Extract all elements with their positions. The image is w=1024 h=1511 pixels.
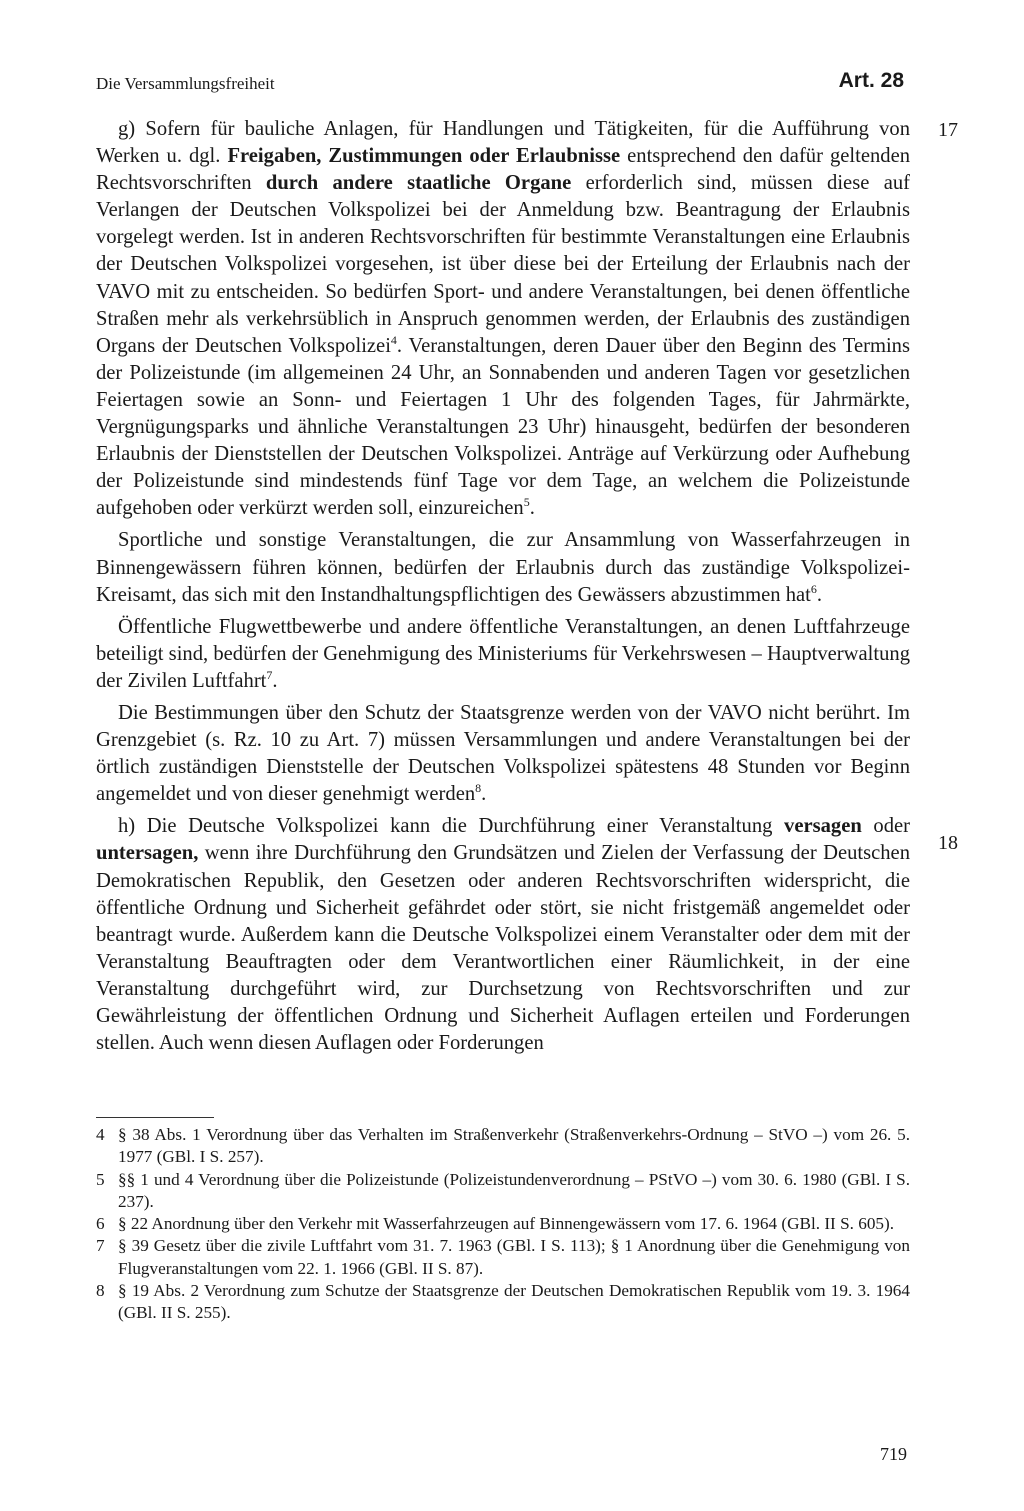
footnote-text: § 22 Anordnung über den Verkehr mit Wasserfahrzeugen auf Binnengewässern vom 17. 6. 1964 (GBl. II S. 605).	[118, 1214, 895, 1234]
footnote-text: §§ 1 und 4 Verordnung über die Polizeistunde (Polizeistundenverordnung – PStVO –) vom 30. 6. 1980 (GBl. I S. 237).	[118, 1169, 910, 1211]
text-run: oder	[861, 815, 910, 838]
page-number: 719	[880, 1444, 907, 1464]
text-run: h) Die Deutsche Volkspolizei kann die Durchführung einer Veranstaltung	[118, 815, 785, 838]
footnote-4	[96, 1124, 910, 1169]
text-run: entsprechend den dafür geltenden Rechtsvorschriften	[96, 145, 911, 195]
article-label: Art. 28	[838, 69, 904, 92]
paragraph-border	[96, 700, 910, 808]
footnote-text: § 19 Abs. 2 Verordnung zum Schutze der Staatsgrenze der Deutschen Demokratischen Republik vom 19. 3. 1964 (GBl. II S. 255).	[118, 1281, 910, 1323]
bold-term: Freigaben, Zustimmungen oder Erlaubnisse	[227, 145, 621, 168]
text-run: g) Sofern für bauliche Anlagen, für Handlungen und Tätigkeiten, für die Aufführung von Werken u. dgl.	[96, 118, 910, 168]
footnotes	[96, 1124, 910, 1325]
text-run: . Veranstaltungen, deren Dauer über den Beginn des Termins der Polizeistunde (im allgemeinen 24 Uhr, an Sonnabenden und anderen Tagen vor gesetzlichen Feiertagen sowie an Sonn- und Feiertagen 1 Uhr des folgenden Tages, für Jahrmärkte, Vergnügungsparks und ähnliche Veranstaltungen 23 Uhr) hinausgeht, bedürfen der besonderen Erlaubnis der Dienststellen der Deutschen Volkspolizei. Anträge auf Verkürzung oder Aufhebung der Polizeistunde sind mindestends fünf Tage vor dem Tage, an welchem die Polizeistunde aufgehoben oder verkürzt werden soll, einzureichen	[96, 334, 910, 520]
footnote-reference: 4	[390, 332, 397, 347]
running-header-title: Die Versammlungsfreiheit	[96, 74, 275, 93]
text-run: Sportliche und sonstige Veranstaltungen, die zur Ansammlung von Wasserfahrzeugen in Binnengewässern führen können, bedürfen der Erlaubnis durch das zuständige Volkspolizei-Kreisamt, das sich mit den Instandhaltungspflichtigen des Gewässers abzustimmen hat	[96, 529, 910, 606]
text-run: Die Bestimmungen über den Schutz der Staatsgrenze werden von der VAVO nicht berührt. Im Grenzgebiet (s. Rz. 10 zu Art. 7) müssen Versammlungen und andere Veranstaltungen bei der örtlich zuständigen Dienststelle der Deutschen Volkspolizei spätestens 48 Stunden vor Beginn angemeldet und von dieser genehmigt werden	[96, 701, 910, 806]
footnote-7	[96, 1235, 910, 1280]
footnote-text: § 38 Abs. 1 Verordnung über das Verhalten im Straßenverkehr (Straßenverkehrs-Ordnung – StVO –) vom 26. 5. 1977 (GBl. I S. 257).	[118, 1125, 910, 1167]
text-run: .	[816, 583, 823, 606]
footnote-number: 4	[96, 1125, 105, 1144]
footnote-reference: 5	[523, 495, 530, 510]
footnote-number: 7	[96, 1236, 105, 1256]
footnote-reference: 8	[475, 781, 482, 796]
footnote-number: 6	[96, 1214, 105, 1234]
bold-term: durch andere staatliche Organe	[265, 172, 572, 195]
footnote-text: § 39 Gesetz über die zivile Luftfahrt vom 31. 7. 1963 (GBl. I S. 113); § 1 Anordnung über die Genehmigung von Flugveranstaltungen vom 22. 1. 1966 (GBl. II S. 87).	[118, 1236, 910, 1278]
text-run: .	[272, 669, 278, 692]
text-run: Öffentliche Flugwettbewerbe und andere öffentliche Veranstaltungen, an denen Luftfahrzeuge beteiligt sind, bedürfen der Genehmigung des Ministeriums für Verkehrswesen – Hauptverwaltung der Zivilen Luftfahrt	[96, 615, 910, 692]
text-run: erforderlich sind, müssen diese auf Verlangen der Deutschen Volkspolizei bei der Anmeldung bzw. Beantragung der Erlaubnis vorgelegt werden. Ist in anderen Rechtsvorschriften für bestimmte Veranstaltungen eine Erlaubnis der Deutschen Volkspolizei vorgesehen, ist über diese bei der Erteilung der Erlaubnis nach der VAVO mit zu entscheiden. So bedürfen Sport- und andere Veranstaltungen, bei denen öffentliche Straßen mehr als verkehrsüblich in Anspruch genommen werden, der Erlaubnis des zuständigen Organs der Deutschen Volkspolizei	[96, 172, 910, 357]
footnote-number: 8	[96, 1281, 105, 1301]
paragraph-water-events	[96, 527, 910, 608]
body-text	[96, 116, 910, 1062]
margin-number-17: 17	[938, 119, 958, 141]
footnote-reference: 7	[266, 668, 273, 683]
footnote-reference: 6	[810, 581, 817, 596]
bold-term: versagen	[784, 815, 862, 838]
text-run: .	[481, 783, 487, 806]
bold-term: untersagen,	[96, 842, 199, 865]
footnote-5	[96, 1169, 910, 1214]
footnote-number: 5	[96, 1169, 105, 1189]
text-run: .	[529, 497, 535, 520]
margin-number-18: 18	[938, 832, 958, 854]
footnote-divider	[96, 1117, 214, 1118]
paragraph-h	[96, 813, 910, 1057]
footnote-8	[96, 1280, 910, 1325]
footnote-6	[96, 1213, 910, 1235]
paragraph-flight-events	[96, 614, 910, 695]
text-run: wenn ihre Durchführung den Grundsätzen und Zielen der Verfassung der Deutschen Demokratischen Republik, den Gesetzen oder anderen Rechtsvorschriften widerspricht, die öffentliche Ordnung und Sicherheit gefährdet oder stört, sie nicht fristgemäß angemeldet oder beantragt wurde. Außerdem kann die Deutsche Volkspolizei einem Veranstalter oder dem mit der Veranstaltung Beauftragten oder dem Verantwortlichen einer Räumlichkeit, in der eine Veranstaltung durchgeführt wird, zur Durchsetzung von Rechtsvorschriften und zur Gewährleistung der öffentlichen Ordnung und Sicherheit Auflagen erteilen und Forderungen stellen. Auch wenn diesen Auflagen oder Forderungen	[96, 842, 910, 1055]
paragraph-g	[96, 116, 910, 522]
